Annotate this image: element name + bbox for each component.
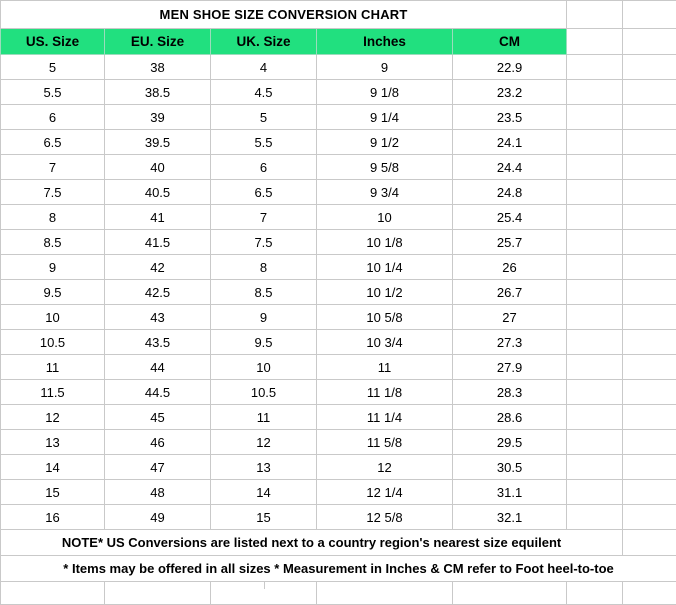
- note-text-2: * Items may be offered in all sizes * Measurement in Inches & CM refer to Foot heel-to-toe: [1, 556, 676, 582]
- cell-r9-c3: 10 1/2: [317, 280, 453, 305]
- empty-cell[interactable]: [567, 405, 623, 430]
- cell-r11-c0: 10.5: [1, 330, 105, 355]
- empty-cell[interactable]: [623, 380, 676, 405]
- table-row: [1, 455, 676, 480]
- cell-r4-c0: 7: [1, 155, 105, 180]
- cell-r3-c4: 24.1: [453, 130, 567, 155]
- cell-r16-c4: 30.5: [453, 455, 567, 480]
- cell-r11-c1: 43.5: [105, 330, 211, 355]
- cell-r11-c2: 9.5: [211, 330, 317, 355]
- table-row: [1, 155, 676, 180]
- cell-r18-c2: 15: [211, 505, 317, 530]
- empty-cell[interactable]: [623, 230, 676, 255]
- empty-cell[interactable]: [567, 330, 623, 355]
- cell-r14-c4: 28.6: [453, 405, 567, 430]
- column-header-0: US. Size: [1, 29, 105, 55]
- empty-cell[interactable]: [567, 205, 623, 230]
- table-row: [1, 280, 676, 305]
- table-row: [1, 180, 676, 205]
- empty-cell[interactable]: [623, 205, 676, 230]
- cell-r18-c0: 16: [1, 505, 105, 530]
- table-row: [1, 130, 676, 155]
- title-row: [1, 1, 676, 29]
- empty-cell[interactable]: [623, 1, 676, 29]
- cell-r13-c2: 10.5: [211, 380, 317, 405]
- empty-cell[interactable]: [623, 255, 676, 280]
- cell-r5-c3: 9 3/4: [317, 180, 453, 205]
- empty-cell[interactable]: [567, 1, 623, 29]
- empty-cell[interactable]: [623, 480, 676, 505]
- empty-cell[interactable]: [623, 155, 676, 180]
- cell-r15-c2: 12: [211, 430, 317, 455]
- cell-r0-c0: 5: [1, 55, 105, 80]
- cell-r9-c1: 42.5: [105, 280, 211, 305]
- cell-r7-c3: 10 1/8: [317, 230, 453, 255]
- table-row: [1, 380, 676, 405]
- column-header-3: Inches: [317, 29, 453, 55]
- cell-r15-c4: 29.5: [453, 430, 567, 455]
- table-row: [1, 405, 676, 430]
- note-row-2: [1, 556, 676, 582]
- cell-r15-c0: 13: [1, 430, 105, 455]
- cell-r7-c2: 7.5: [211, 230, 317, 255]
- empty-cell[interactable]: [567, 255, 623, 280]
- empty-cell[interactable]: [567, 582, 623, 605]
- empty-cell[interactable]: [567, 130, 623, 155]
- cell-r8-c4: 26: [453, 255, 567, 280]
- cell-r2-c0: 6: [1, 105, 105, 130]
- empty-cell[interactable]: [567, 180, 623, 205]
- empty-cell[interactable]: [623, 455, 676, 480]
- cell-r18-c1: 49: [105, 505, 211, 530]
- cell-r14-c0: 12: [1, 405, 105, 430]
- empty-cell[interactable]: [623, 280, 676, 305]
- cell-r9-c4: 26.7: [453, 280, 567, 305]
- note-text-1: NOTE* US Conversions are listed next to a country region's nearest size equilent: [1, 530, 623, 556]
- empty-cell[interactable]: [567, 280, 623, 305]
- table-row: [1, 230, 676, 255]
- cell-r17-c2: 14: [211, 480, 317, 505]
- cell-r0-c3: 9: [317, 55, 453, 80]
- cell-r7-c0: 8.5: [1, 230, 105, 255]
- cell-r8-c0: 9: [1, 255, 105, 280]
- page-title: MEN SHOE SIZE CONVERSION CHART: [1, 1, 567, 29]
- table-row: [1, 355, 676, 380]
- empty-cell[interactable]: [623, 330, 676, 355]
- bottom-strip-row: [1, 582, 676, 605]
- cell-r10-c1: 43: [105, 305, 211, 330]
- cell-r13-c0: 11.5: [1, 380, 105, 405]
- cell-r6-c1: 41: [105, 205, 211, 230]
- empty-cell[interactable]: [567, 480, 623, 505]
- cell-r10-c0: 10: [1, 305, 105, 330]
- table-row: [1, 305, 676, 330]
- cell-r11-c3: 10 3/4: [317, 330, 453, 355]
- cell-r13-c4: 28.3: [453, 380, 567, 405]
- cell-r1-c2: 4.5: [211, 80, 317, 105]
- empty-cell[interactable]: [567, 305, 623, 330]
- cell-r14-c2: 11: [211, 405, 317, 430]
- empty-cell[interactable]: [453, 582, 567, 605]
- cell-r8-c3: 10 1/4: [317, 255, 453, 280]
- table-header-row: [1, 29, 676, 55]
- cell-r4-c2: 6: [211, 155, 317, 180]
- cell-r11-c4: 27.3: [453, 330, 567, 355]
- cell-r15-c3: 11 5/8: [317, 430, 453, 455]
- table-row: [1, 105, 676, 130]
- cell-r5-c0: 7.5: [1, 180, 105, 205]
- table-row: [1, 430, 676, 455]
- cell-r10-c4: 27: [453, 305, 567, 330]
- table-row: [1, 330, 676, 355]
- cell-r3-c2: 5.5: [211, 130, 317, 155]
- empty-cell[interactable]: [623, 55, 676, 80]
- empty-cell[interactable]: [567, 505, 623, 530]
- empty-cell[interactable]: [623, 29, 676, 55]
- cell-r9-c2: 8.5: [211, 280, 317, 305]
- table-row: [1, 80, 676, 105]
- cell-r12-c0: 11: [1, 355, 105, 380]
- empty-cell[interactable]: [211, 582, 317, 605]
- cell-r13-c1: 44.5: [105, 380, 211, 405]
- empty-cell[interactable]: [623, 430, 676, 455]
- table-row: [1, 505, 676, 530]
- empty-cell[interactable]: [567, 105, 623, 130]
- empty-cell[interactable]: [567, 430, 623, 455]
- cell-r12-c3: 11: [317, 355, 453, 380]
- cell-r14-c3: 11 1/4: [317, 405, 453, 430]
- empty-cell[interactable]: [567, 455, 623, 480]
- cell-r16-c0: 14: [1, 455, 105, 480]
- empty-cell[interactable]: [1, 582, 105, 605]
- cell-r4-c1: 40: [105, 155, 211, 180]
- table-row: [1, 55, 676, 80]
- empty-cell[interactable]: [567, 155, 623, 180]
- empty-cell[interactable]: [567, 230, 623, 255]
- empty-cell[interactable]: [105, 582, 211, 605]
- cell-r12-c1: 44: [105, 355, 211, 380]
- cell-r6-c4: 25.4: [453, 205, 567, 230]
- column-header-4: CM: [453, 29, 567, 55]
- cell-r4-c3: 9 5/8: [317, 155, 453, 180]
- empty-cell[interactable]: [317, 582, 453, 605]
- cell-r16-c2: 13: [211, 455, 317, 480]
- empty-cell[interactable]: [623, 80, 676, 105]
- table-row: [1, 255, 676, 280]
- cell-r8-c1: 42: [105, 255, 211, 280]
- cell-r8-c2: 8: [211, 255, 317, 280]
- empty-cell[interactable]: [567, 55, 623, 80]
- cell-r5-c2: 6.5: [211, 180, 317, 205]
- cell-r9-c0: 9.5: [1, 280, 105, 305]
- cell-r13-c3: 11 1/8: [317, 380, 453, 405]
- cell-r10-c3: 10 5/8: [317, 305, 453, 330]
- empty-cell[interactable]: [567, 29, 623, 55]
- cell-r17-c3: 12 1/4: [317, 480, 453, 505]
- cell-r18-c3: 12 5/8: [317, 505, 453, 530]
- cell-r17-c0: 15: [1, 480, 105, 505]
- cell-r2-c2: 5: [211, 105, 317, 130]
- cell-r0-c1: 38: [105, 55, 211, 80]
- empty-cell[interactable]: [623, 505, 676, 530]
- empty-cell[interactable]: [567, 380, 623, 405]
- column-header-1: EU. Size: [105, 29, 211, 55]
- cell-r1-c4: 23.2: [453, 80, 567, 105]
- column-header-2: UK. Size: [211, 29, 317, 55]
- cell-r16-c3: 12: [317, 455, 453, 480]
- cell-r2-c1: 39: [105, 105, 211, 130]
- cell-r2-c4: 23.5: [453, 105, 567, 130]
- table-row: [1, 480, 676, 505]
- empty-cell[interactable]: [623, 405, 676, 430]
- empty-cell[interactable]: [623, 305, 676, 330]
- cell-r15-c1: 46: [105, 430, 211, 455]
- cell-r1-c0: 5.5: [1, 80, 105, 105]
- cell-r5-c4: 24.8: [453, 180, 567, 205]
- cell-r14-c1: 45: [105, 405, 211, 430]
- cell-r6-c3: 10: [317, 205, 453, 230]
- cell-r0-c2: 4: [211, 55, 317, 80]
- empty-cell[interactable]: [567, 80, 623, 105]
- cell-r7-c4: 25.7: [453, 230, 567, 255]
- cell-r12-c2: 10: [211, 355, 317, 380]
- cell-r12-c4: 27.9: [453, 355, 567, 380]
- cell-r1-c1: 38.5: [105, 80, 211, 105]
- empty-cell[interactable]: [567, 355, 623, 380]
- empty-cell[interactable]: [623, 582, 676, 605]
- cell-r2-c3: 9 1/4: [317, 105, 453, 130]
- cell-r3-c0: 6.5: [1, 130, 105, 155]
- cell-r0-c4: 22.9: [453, 55, 567, 80]
- cell-r7-c1: 41.5: [105, 230, 211, 255]
- cell-r3-c1: 39.5: [105, 130, 211, 155]
- cell-r17-c4: 31.1: [453, 480, 567, 505]
- table-row: [1, 205, 676, 230]
- cell-r17-c1: 48: [105, 480, 211, 505]
- empty-cell[interactable]: [623, 355, 676, 380]
- cell-r1-c3: 9 1/8: [317, 80, 453, 105]
- cell-r6-c0: 8: [1, 205, 105, 230]
- cell-r3-c3: 9 1/2: [317, 130, 453, 155]
- cell-r5-c1: 40.5: [105, 180, 211, 205]
- empty-cell[interactable]: [623, 105, 676, 130]
- cell-r18-c4: 32.1: [453, 505, 567, 530]
- cell-r16-c1: 47: [105, 455, 211, 480]
- empty-cell[interactable]: [623, 130, 676, 155]
- cell-r6-c2: 7: [211, 205, 317, 230]
- cell-r4-c4: 24.4: [453, 155, 567, 180]
- cell-r10-c2: 9: [211, 305, 317, 330]
- empty-cell[interactable]: [623, 180, 676, 205]
